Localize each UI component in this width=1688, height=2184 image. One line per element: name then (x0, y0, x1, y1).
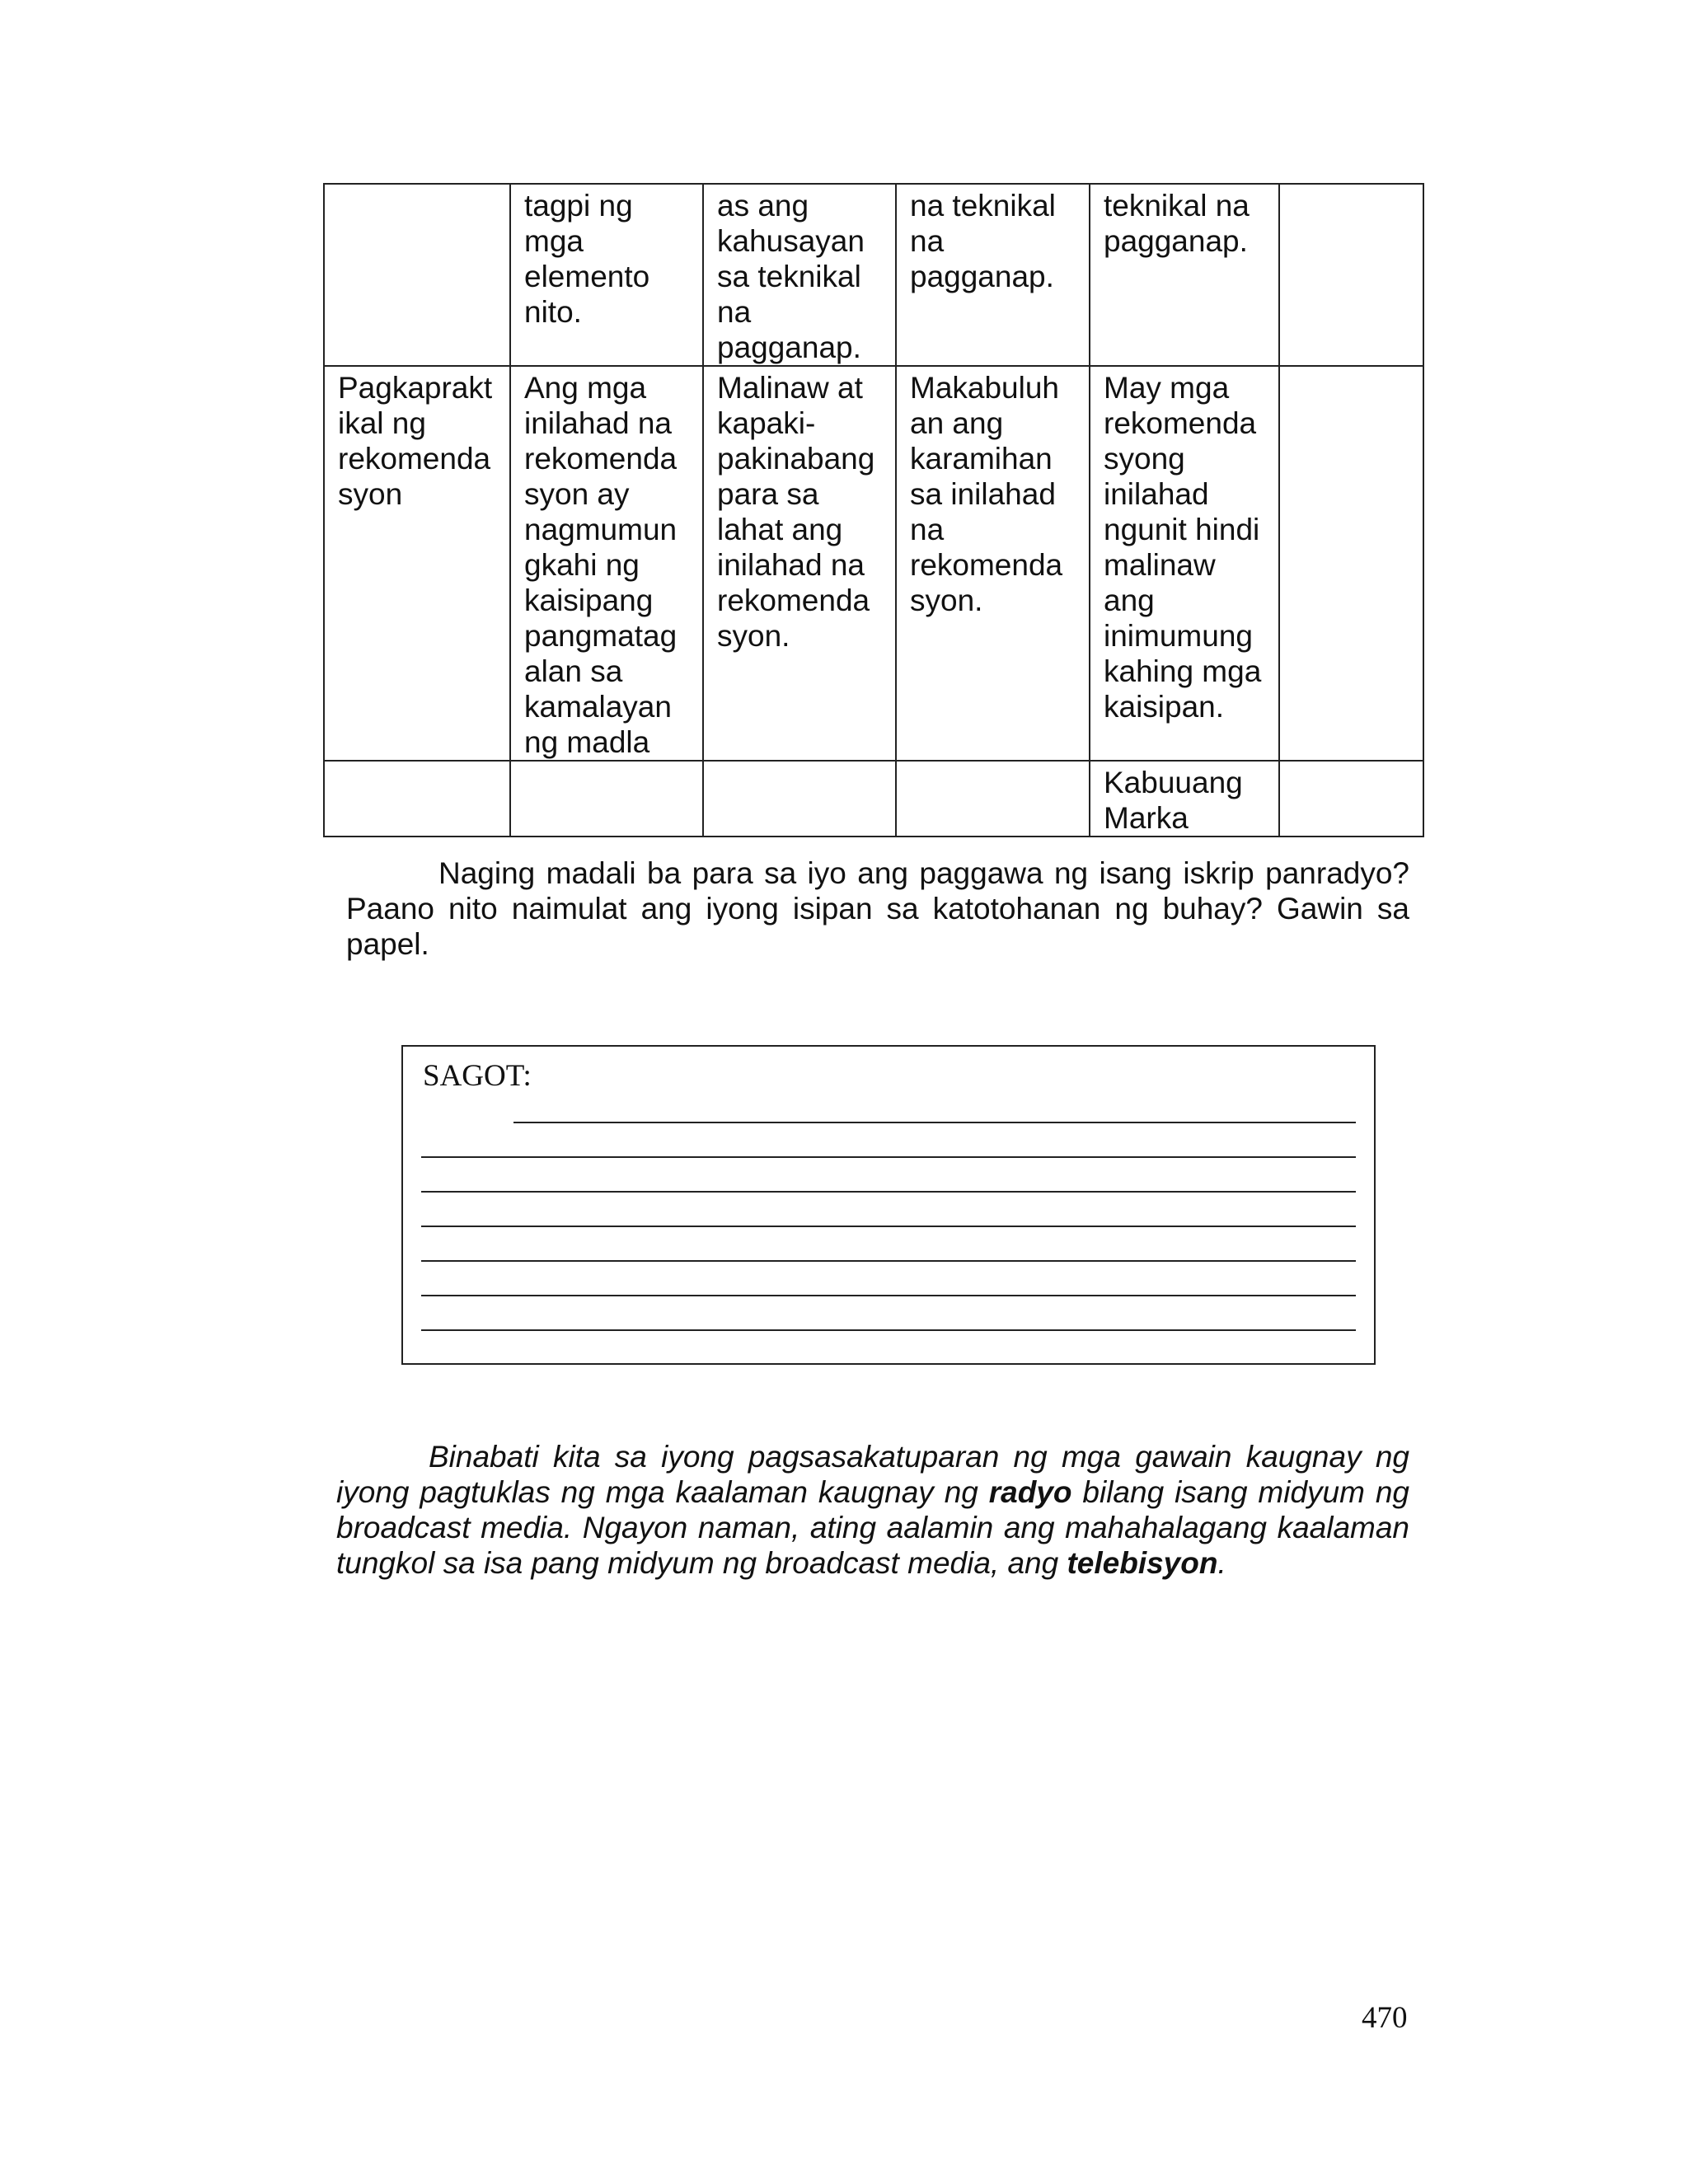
total-score-label: Kabuuang Marka (1090, 761, 1279, 837)
table-cell: Ang mga inilahad na rekomenda syon ay nagmumun gkahi ng kaisipang pangmatag alan sa kamalayan ng madla (510, 366, 703, 761)
answer-line[interactable] (421, 1295, 1356, 1296)
reflection-question: Naging madali ba para sa iyo ang paggawa ng isang iskrip panradyo? Paano nito naimulat ang iyong isipan sa katotohanan ng buhay? Gawin sa papel. (346, 856, 1409, 961)
closing-paragraph: Binabati kita sa iyong pagsasakatuparan ng mga gawain kaugnay ng iyong pagtuklas ng mga kaalaman kaugnay ng radyo bilang isang midyum ng broadcast media. Ngayon naman, ating aalamin ang mahahalagang kaalaman tungkol sa isa pang midyum ng broadcast media, ang telebisyon. (336, 1440, 1409, 1580)
page-number: 470 (1362, 2001, 1408, 2035)
table-row (324, 184, 1423, 366)
table-cell (510, 761, 703, 837)
answer-line[interactable] (513, 1122, 1356, 1123)
table-cell: tagpi ng mga elemento nito. (510, 184, 703, 366)
table-cell (1279, 184, 1423, 366)
table-cell: teknikal na pagganap. (1090, 184, 1279, 366)
answer-label: SAGOT: (423, 1059, 532, 1093)
table-cell: as ang kahusayan sa teknikal na pagganap. (703, 184, 896, 366)
table-cell: May mga rekomenda syong inilahad ngunit hindi malinaw ang inimumung kahing mga kaisipan. (1090, 366, 1279, 761)
table-cell (324, 184, 510, 366)
answer-line[interactable] (421, 1329, 1356, 1331)
rubric-table (323, 183, 1424, 837)
table-row (324, 761, 1423, 837)
table-cell (703, 761, 896, 837)
answer-line[interactable] (421, 1226, 1356, 1227)
answer-line[interactable] (421, 1156, 1356, 1158)
table-row (324, 366, 1423, 761)
total-score-value (1279, 761, 1423, 837)
emphasis-telebisyon: telebisyon (1067, 1546, 1218, 1580)
answer-line[interactable] (421, 1260, 1356, 1262)
table-cell: na teknikal na pagganap. (896, 184, 1090, 366)
table-cell (1279, 366, 1423, 761)
table-cell: Makabuluh an ang karamihan sa inilahad na rekomenda syon. (896, 366, 1090, 761)
table-cell (896, 761, 1090, 837)
criterion-cell: Pagkaprakt ikal ng rekomenda syon (324, 366, 510, 761)
answer-box[interactable] (401, 1045, 1376, 1365)
answer-line[interactable] (421, 1191, 1356, 1193)
table-cell (324, 761, 510, 837)
table-cell: Malinaw at kapaki- pakinabang para sa lahat ang inilahad na rekomenda syon. (703, 366, 896, 761)
emphasis-radyo: radyo (988, 1475, 1072, 1509)
